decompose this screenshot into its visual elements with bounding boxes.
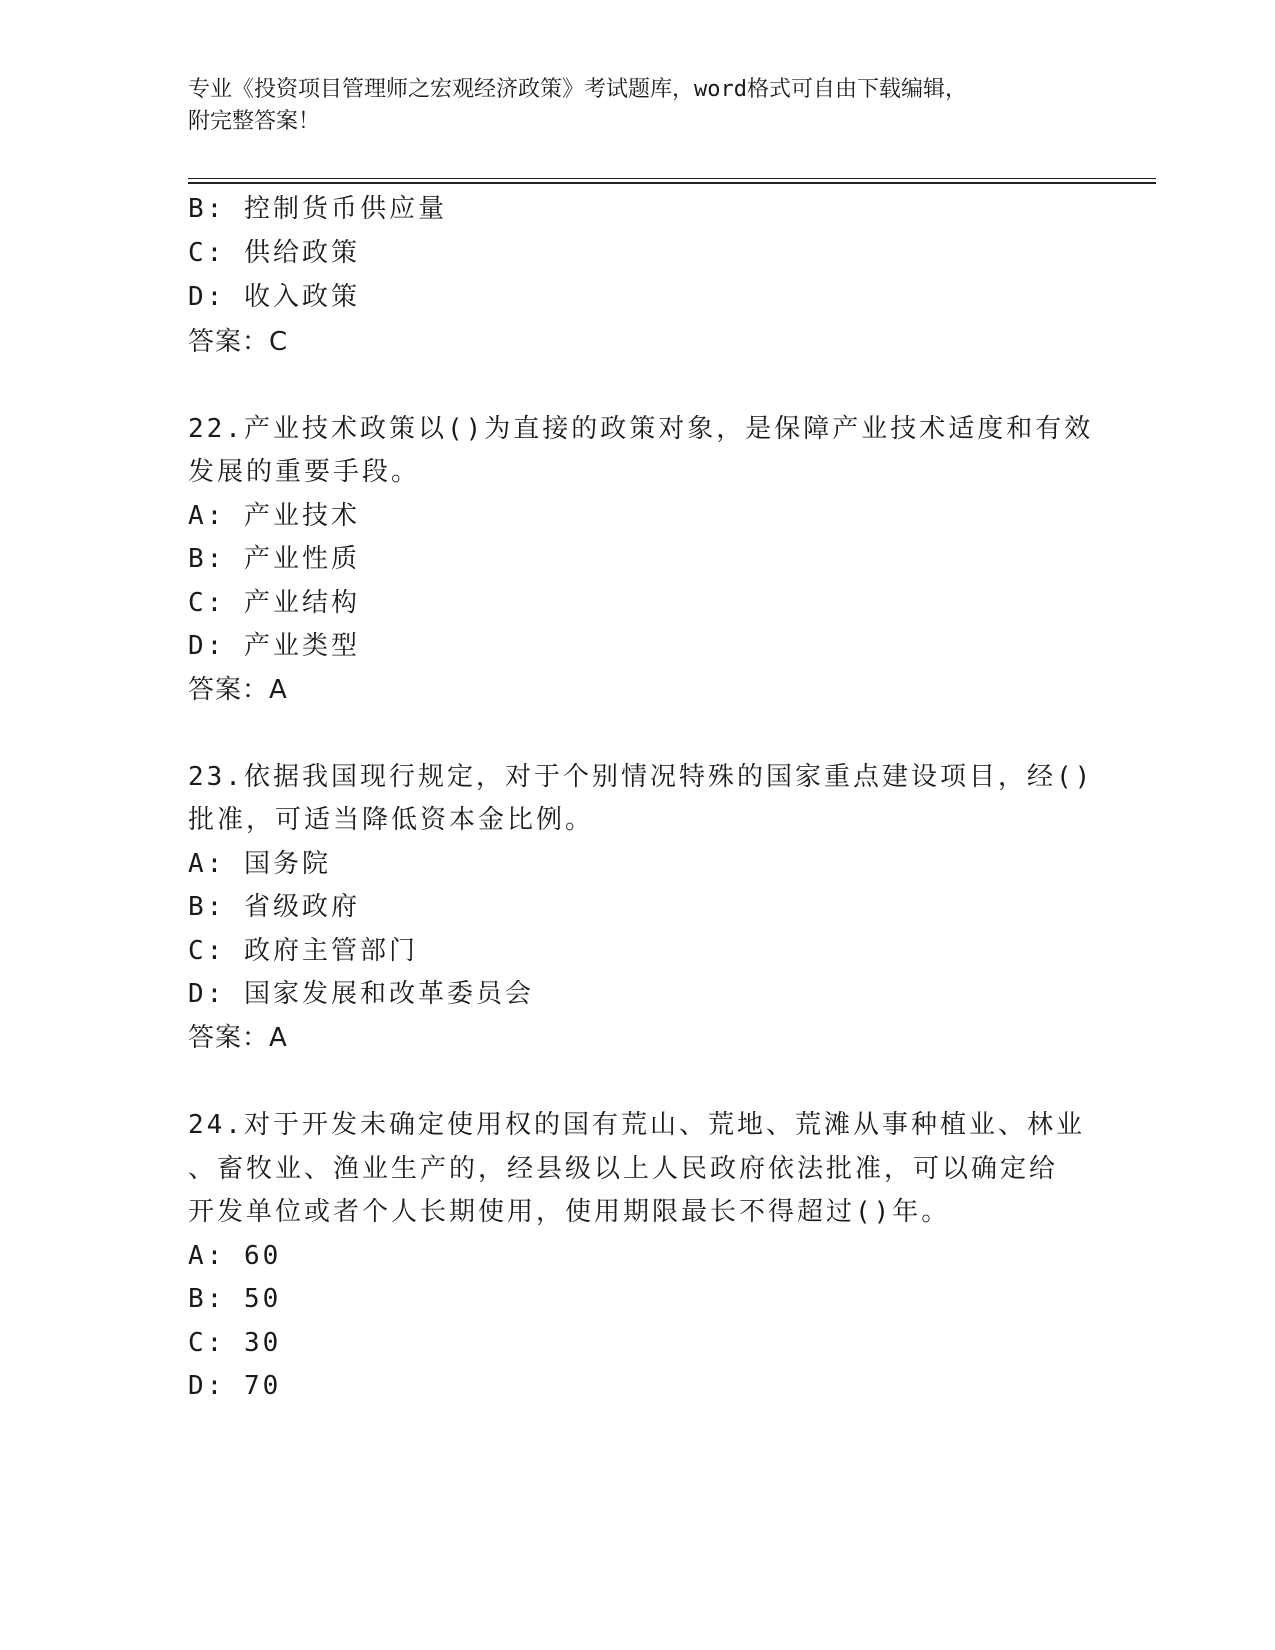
header-line-1: 专业《投资项目管理师之宏观经济政策》考试题库，word格式可自由下载编辑， [188, 77, 967, 102]
q24-text-line-3: 开发单位或者个人长期使用，使用期限最长不得超过()年。 [188, 1197, 951, 1227]
q23-text-line-1: 23.依据我国现行规定，对于个别情况特殊的国家重点建设项目，经() [188, 762, 1094, 792]
q23-option-b: B: 省级政府 [188, 892, 360, 922]
header-divider-thin [188, 178, 1156, 179]
q22-option-b: B: 产业性质 [188, 544, 360, 574]
q23-option-d: D: 国家发展和改革委员会 [188, 979, 534, 1009]
q24-option-b: B: 50 [188, 1284, 282, 1314]
q24-option-c: C: 30 [188, 1328, 282, 1358]
q21-option-d: D: 收入政策 [188, 282, 360, 312]
header-line-2: 附完整答案！ [188, 109, 321, 134]
q21-answer: 答案：C [188, 327, 289, 357]
q21-option-b: B: 控制货币供应量 [188, 194, 447, 224]
q22-option-c: C: 产业结构 [188, 588, 360, 618]
q22-text-line-2: 发展的重要手段。 [188, 457, 421, 487]
q23-text-line-2: 批准，可适当降低资本金比例。 [188, 805, 595, 835]
q23-option-a: A: 国务院 [188, 849, 331, 879]
q24-text-line-2: 、畜牧业、渔业生产的，经县级以上人民政府依法批准，可以确定给 [188, 1154, 1059, 1184]
q24-option-d: D: 70 [188, 1371, 282, 1401]
header-divider-thick [188, 182, 1156, 184]
q22-option-a: A: 产业技术 [188, 501, 360, 531]
q22-answer: 答案：A [188, 675, 288, 705]
q23-option-c: C: 政府主管部门 [188, 936, 418, 966]
q24-text-line-1: 24.对于开发未确定使用权的国有荒山、荒地、荒滩从事种植业、林业 [188, 1110, 1085, 1140]
q21-option-c: C: 供给政策 [188, 238, 360, 268]
document-header [188, 74, 1068, 138]
q23-answer: 答案：A [188, 1023, 288, 1053]
q22-text-line-1: 22.产业技术政策以()为直接的政策对象，是保障产业技术适度和有效 [188, 414, 1094, 444]
q24-option-a: A: 60 [188, 1241, 282, 1271]
q22-option-d: D: 产业类型 [188, 631, 360, 661]
